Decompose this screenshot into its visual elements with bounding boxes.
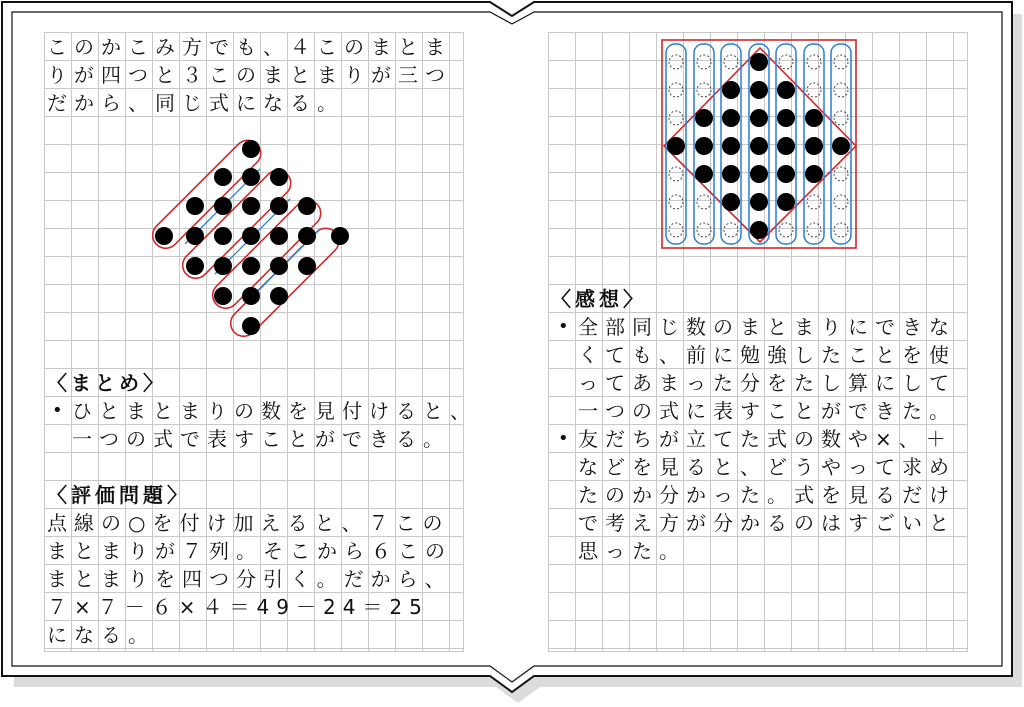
intro-line-1: このかこみ方でも、４このまとま	[47, 35, 452, 59]
summary-line-1: ひとまとまりの数を見付けると、	[72, 399, 477, 423]
diamond-dot-figure-left	[140, 125, 370, 350]
impression-2-line-5: 思った。	[578, 539, 686, 563]
eval-heading: 〈評価問題〉	[47, 483, 191, 507]
impression-1-line-2: くても、前に勉強したことを使	[578, 343, 956, 367]
diamond-dot-figure-right	[660, 38, 860, 250]
eval-line-3: まとまりを四つ分引く。だから、	[47, 567, 452, 591]
eval-line-4: ７×７－６×４＝49－24＝25	[47, 595, 429, 619]
impression-2-line-4: で考え方が分かるのはすごいと	[578, 511, 956, 535]
summary-line-2: 一つの式で表すことができる。	[72, 427, 450, 451]
impression-heading: 〈感想〉	[551, 287, 647, 311]
impression-bullet-2: •	[558, 428, 569, 449]
impression-1-line-1: 全部同じ数のまとまりにできな	[578, 315, 956, 339]
eval-line-1: 点線の○を付け加えると、７この	[47, 511, 450, 535]
intro-line-2: りが四つと３このまとまりが三つ	[47, 63, 452, 87]
impression-1-line-4: 一つの式に表すことができた。	[578, 399, 956, 423]
impression-2-line-3: たのか分かった。式を見るだけ	[578, 483, 956, 507]
summary-heading: 〈まとめ〉	[47, 371, 167, 395]
impression-2-line-1: 友だちが立てた式の数や×、＋	[578, 427, 953, 451]
impression-2-line-2: などを見ると、どうやって求め	[578, 455, 956, 479]
eval-line-2: まとまりが７列。そこから６この	[47, 539, 452, 563]
impression-1-line-3: ってあまった分をたし算にして	[578, 371, 956, 395]
eval-line-5: になる。	[47, 623, 155, 647]
impression-bullet-1: •	[558, 316, 569, 337]
intro-line-3: だから、同じ式になる。	[47, 91, 344, 115]
summary-bullet: •	[52, 400, 63, 421]
